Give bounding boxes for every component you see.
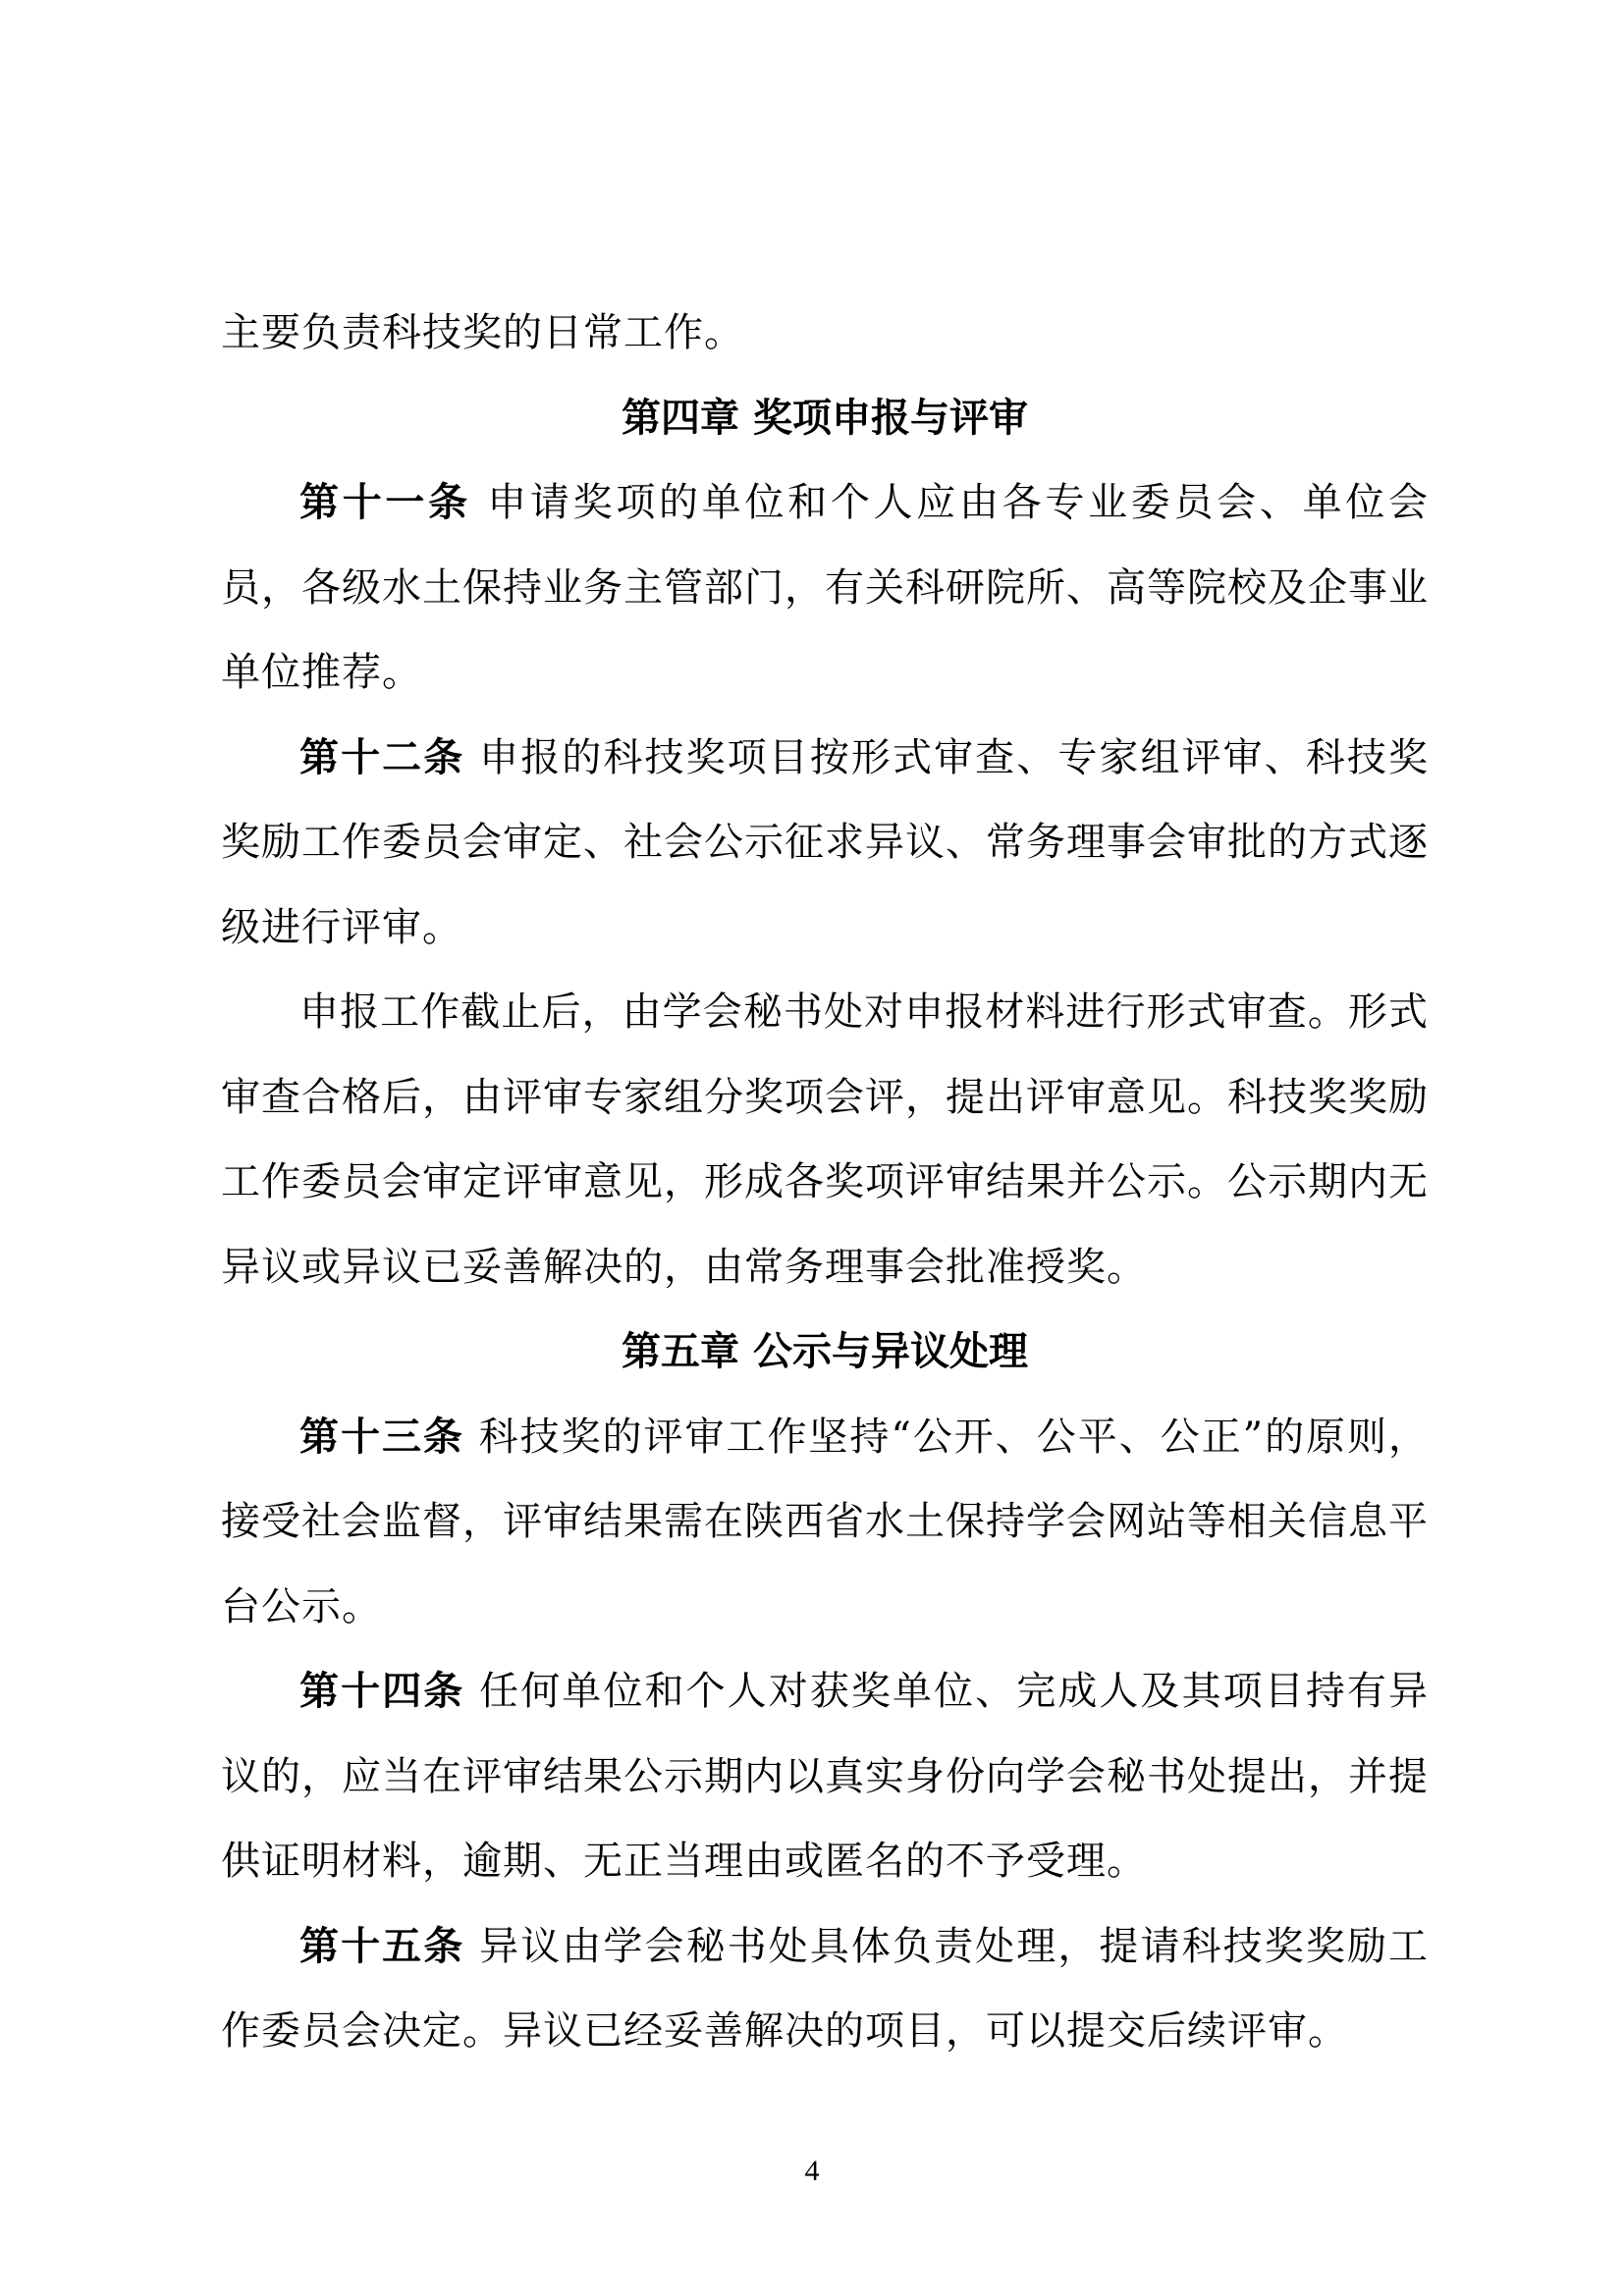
article-13 [221, 1395, 1429, 1650]
article-15-text: 异议由学会秘书处具体负责处理，提请科技奖奖励工作委员会决定。异议已经妥善解决的项目，可以提交后续评审。 [221, 1923, 1430, 2054]
article-14-text: 任何单位和个人对获奖单位、完成人及其项目持有异议的，应当在评审结果公示期内以真实身份向学会秘书处提出，并提供证明材料，逾期、无正当理由或匿名的不予受理。 [221, 1669, 1430, 1884]
article-15-label: 第十五条 [299, 1923, 465, 1969]
article-11-text: 申请奖项的单位和个人应由各专业委员会、单位会员，各级水土保持业务主管部门，有关科研院所、高等院校及企事业单位推荐。 [221, 480, 1429, 695]
article-15 [221, 1904, 1429, 2074]
chapter-5-heading: 第五章 公示与异议处理 [622, 1329, 1028, 1374]
article-11 [221, 460, 1429, 716]
chapter-4-heading: 第四章 奖项申报与评审 [622, 395, 1028, 441]
article-14 [221, 1649, 1429, 1904]
continuation-paragraph: 主要负责科技奖的日常工作。 [221, 310, 744, 355]
article-12-label: 第十二条 [299, 734, 465, 780]
article-12 [221, 716, 1429, 971]
article-12-text: 申报的科技奖项目按形式审查、专家组评审、科技奖奖励工作委员会审定、社会公示征求异议、常务理事会审批的方式逐级进行评审。 [221, 734, 1430, 950]
article-13-text: 科技奖的评审工作坚持“公开、公平、公正”的原则，接受社会监督，评审结果需在陕西省水土保持学会网站等相关信息平台公示。 [221, 1414, 1429, 1629]
body-text [221, 291, 1429, 2074]
page-number: 4 [804, 2155, 820, 2187]
article-12-paragraph-2: 申报工作截止后，由学会秘书处对申报材料进行形式审查。形式审查合格后，由评审专家组分奖项会评，提出评审意见。科技奖奖励工作委员会审定评审意见，形成各奖项评审结果并公示。公示期内无异议或异议已妥善解决的，由常务理事会批准授奖。 [221, 989, 1429, 1290]
article-13-label: 第十三条 [299, 1414, 464, 1460]
article-11-label: 第十一条 [299, 480, 471, 525]
article-14-label: 第十四条 [299, 1669, 465, 1714]
